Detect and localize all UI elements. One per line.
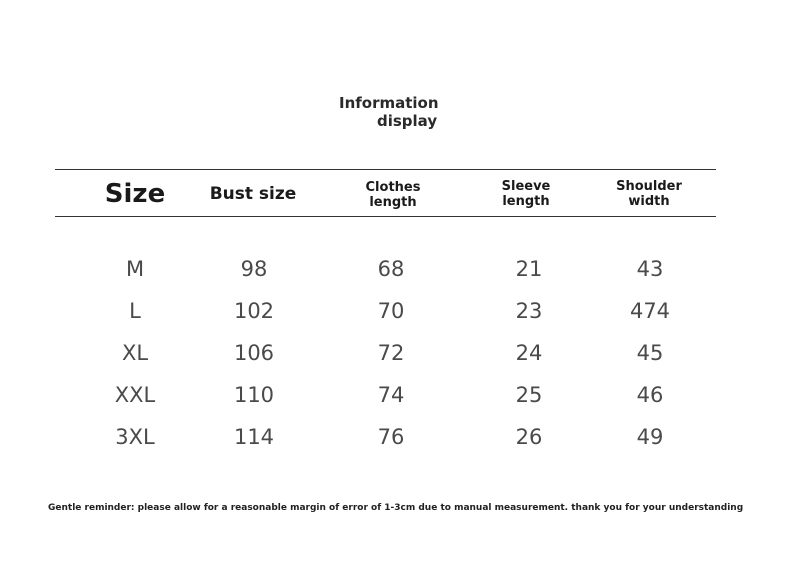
info-title <box>289 88 439 134</box>
cell-sleeve-length: 25 <box>515 383 543 407</box>
cell-size: 3XL <box>115 425 155 449</box>
cell-clothes-length: 72 <box>377 341 405 365</box>
cell-size: L <box>129 299 141 323</box>
header-sleeve-line1: Sleeve <box>501 179 551 194</box>
cell-sleeve-length: 26 <box>515 425 543 449</box>
cell-shoulder-width: 474 <box>629 299 671 323</box>
header-shoulder-width <box>607 179 691 209</box>
header-sleeve-line2: length <box>502 194 550 209</box>
title-line-2: display <box>377 112 438 130</box>
cell-sleeve-length: 24 <box>515 341 543 365</box>
cell-shoulder-width: 43 <box>636 257 664 281</box>
cell-sleeve-length: 21 <box>515 257 543 281</box>
table-row <box>0 254 790 284</box>
cell-bust: 102 <box>233 299 275 323</box>
table-row <box>0 422 790 452</box>
header-clothes-line1: Clothes <box>365 180 421 195</box>
table-row <box>0 338 790 368</box>
header-bust-label: Bust size <box>209 184 297 204</box>
header-bottom-rule <box>55 216 716 217</box>
gentle-reminder-note: Gentle reminder: please allow for a reasonable margin of error of 1-3cm due to manual measurement. thank you for your understanding <box>48 503 744 513</box>
header-clothes-line2: length <box>369 195 417 210</box>
cell-bust: 110 <box>233 383 275 407</box>
cell-size: XL <box>121 341 149 365</box>
header-shoulder-line1: Shoulder <box>616 179 682 194</box>
table-row <box>0 380 790 410</box>
cell-sleeve-length: 23 <box>515 299 543 323</box>
cell-bust: 98 <box>240 257 268 281</box>
cell-bust: 106 <box>233 341 275 365</box>
cell-size: M <box>125 257 145 281</box>
cell-shoulder-width: 49 <box>636 425 664 449</box>
cell-clothes-length: 74 <box>377 383 405 407</box>
cell-bust: 114 <box>233 425 275 449</box>
cell-size: XXL <box>114 383 156 407</box>
cell-shoulder-width: 45 <box>636 341 664 365</box>
header-clothes-length <box>351 180 435 210</box>
cell-clothes-length: 70 <box>377 299 405 323</box>
header-size <box>95 178 175 210</box>
header-size-label: Size <box>104 179 166 209</box>
header-sleeve-length <box>486 179 566 209</box>
table-row <box>0 296 790 326</box>
cell-shoulder-width: 46 <box>636 383 664 407</box>
title-line-1: Information <box>339 94 439 112</box>
cell-clothes-length: 76 <box>377 425 405 449</box>
header-bust-size <box>203 184 303 204</box>
header-top-rule <box>55 169 716 170</box>
cell-clothes-length: 68 <box>377 257 405 281</box>
header-shoulder-line2: width <box>628 194 670 209</box>
